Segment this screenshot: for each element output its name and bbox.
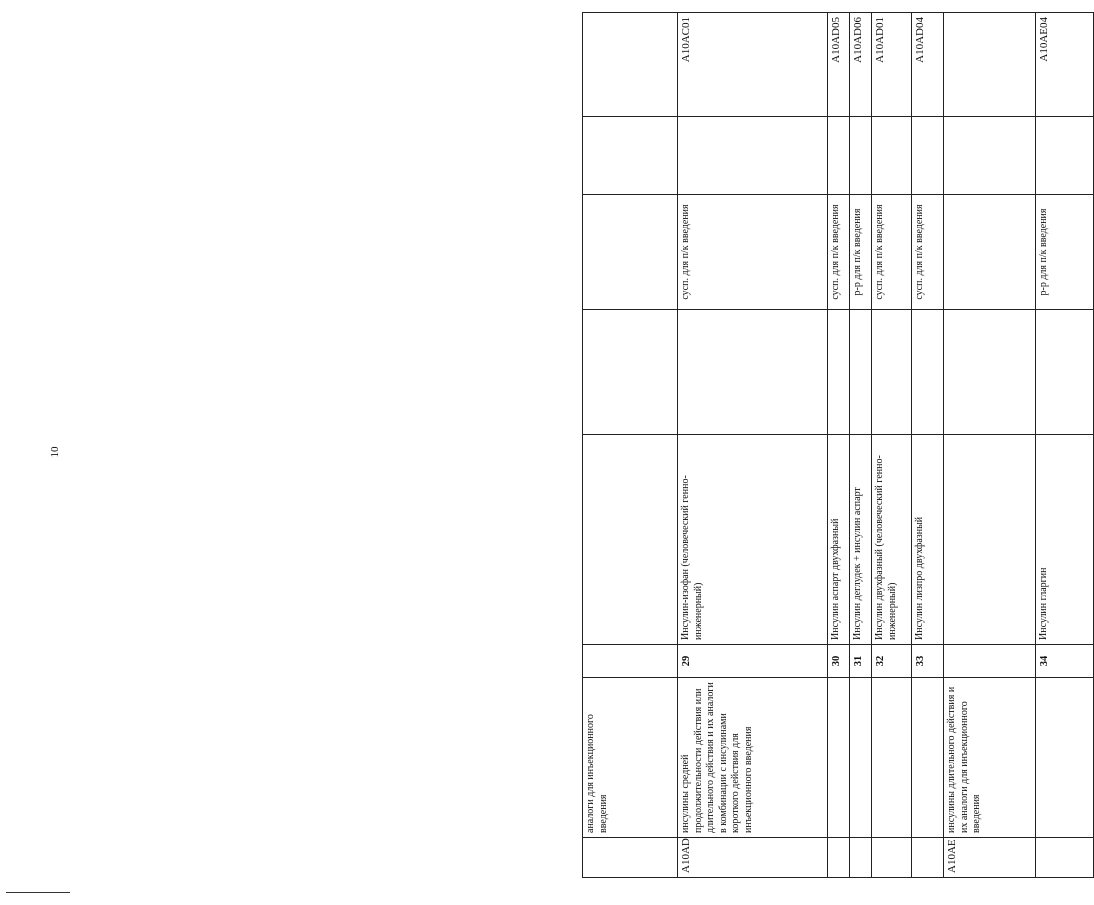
row-number-cell: 29 xyxy=(678,645,828,678)
dosage-form-cell xyxy=(944,195,1036,310)
dosage-form-cell xyxy=(583,195,678,310)
table-row xyxy=(912,13,944,878)
code-cell xyxy=(1036,838,1094,878)
drug-name-cell xyxy=(944,435,1036,645)
empty-cell xyxy=(1036,310,1094,435)
empty-cell xyxy=(583,310,678,435)
code-cell: A10AD xyxy=(678,838,828,878)
atc-code-cell xyxy=(583,13,678,117)
table-row xyxy=(944,13,1036,878)
empty-cell xyxy=(944,310,1036,435)
table-body xyxy=(583,13,1094,878)
atc-code-cell xyxy=(944,13,1036,117)
empty-cell xyxy=(828,310,850,435)
code-cell xyxy=(912,838,944,878)
code-cell xyxy=(872,838,912,878)
empty-cell xyxy=(912,310,944,435)
empty-cell xyxy=(872,310,912,435)
empty-cell xyxy=(872,117,912,195)
drug-name-cell: Инсулин гларгин xyxy=(1036,435,1094,645)
empty-cell xyxy=(1036,117,1094,195)
page-number: 10 xyxy=(49,446,61,458)
drug-name-cell: Инсулин деглудек + инсулин аспарт xyxy=(850,435,872,645)
row-number-cell: 30 xyxy=(828,645,850,678)
row-number-cell: 31 xyxy=(850,645,872,678)
code-cell xyxy=(828,838,850,878)
row-number-cell xyxy=(583,645,678,678)
atc-code-cell: A10AD05 xyxy=(828,13,850,117)
group-cell xyxy=(850,678,872,838)
empty-cell xyxy=(583,117,678,195)
rotated-table-wrapper xyxy=(582,13,1093,878)
group-cell xyxy=(828,678,850,838)
empty-cell xyxy=(850,310,872,435)
drug-table xyxy=(582,12,1094,878)
row-number-cell: 33 xyxy=(912,645,944,678)
empty-cell xyxy=(828,117,850,195)
table-row xyxy=(1036,13,1094,878)
group-cell xyxy=(872,678,912,838)
atc-code-cell: A10AD01 xyxy=(872,13,912,117)
row-number-cell: 34 xyxy=(1036,645,1094,678)
drug-name-cell xyxy=(583,435,678,645)
table-row xyxy=(583,13,678,878)
dosage-form-cell: сусп. для п/к введения xyxy=(912,195,944,310)
dosage-form-cell: р-р для п/к введения xyxy=(1036,195,1094,310)
drug-name-cell: Инсулин-изофан (человеческий генно-инженерный) xyxy=(678,435,828,645)
drug-name-cell: Инсулин двухфазный (человеческий генно-инженерный) xyxy=(872,435,912,645)
footnote-rule xyxy=(6,892,70,893)
group-cell: аналоги для инъекционного введения xyxy=(583,678,678,838)
code-cell xyxy=(583,838,678,878)
empty-cell xyxy=(944,117,1036,195)
empty-cell xyxy=(678,117,828,195)
empty-cell xyxy=(912,117,944,195)
group-cell: инсулины длительного действия и их аналоги для инъекционного введения xyxy=(944,678,1036,838)
dosage-form-cell: сусп. для п/к введения xyxy=(828,195,850,310)
drug-name-cell: Инсулин лизпро двухфазный xyxy=(912,435,944,645)
drug-name-cell: Инсулин аспарт двухфазный xyxy=(828,435,850,645)
table-row xyxy=(850,13,872,878)
dosage-form-cell: р-р для п/к введения xyxy=(850,195,872,310)
row-number-cell: 32 xyxy=(872,645,912,678)
atc-code-cell: A10AE04 xyxy=(1036,13,1094,117)
group-cell xyxy=(912,678,944,838)
atc-code-cell: A10AC01 xyxy=(678,13,828,117)
dosage-form-cell: сусп. для п/к введения xyxy=(678,195,828,310)
table-row xyxy=(828,13,850,878)
dosage-form-cell: сусп. для п/к введения xyxy=(872,195,912,310)
empty-cell xyxy=(850,117,872,195)
row-number-cell xyxy=(944,645,1036,678)
table-row xyxy=(872,13,912,878)
table-row xyxy=(678,13,828,878)
atc-code-cell: A10AD06 xyxy=(850,13,872,117)
group-cell xyxy=(1036,678,1094,838)
code-cell: A10AE xyxy=(944,838,1036,878)
group-cell: инсулины средней продолжительности действия или длительного действия и их аналоги в комбинации с инсулинами короткого действия для инъекционного введения xyxy=(678,678,828,838)
empty-cell xyxy=(678,310,828,435)
code-cell xyxy=(850,838,872,878)
atc-code-cell: A10AD04 xyxy=(912,13,944,117)
